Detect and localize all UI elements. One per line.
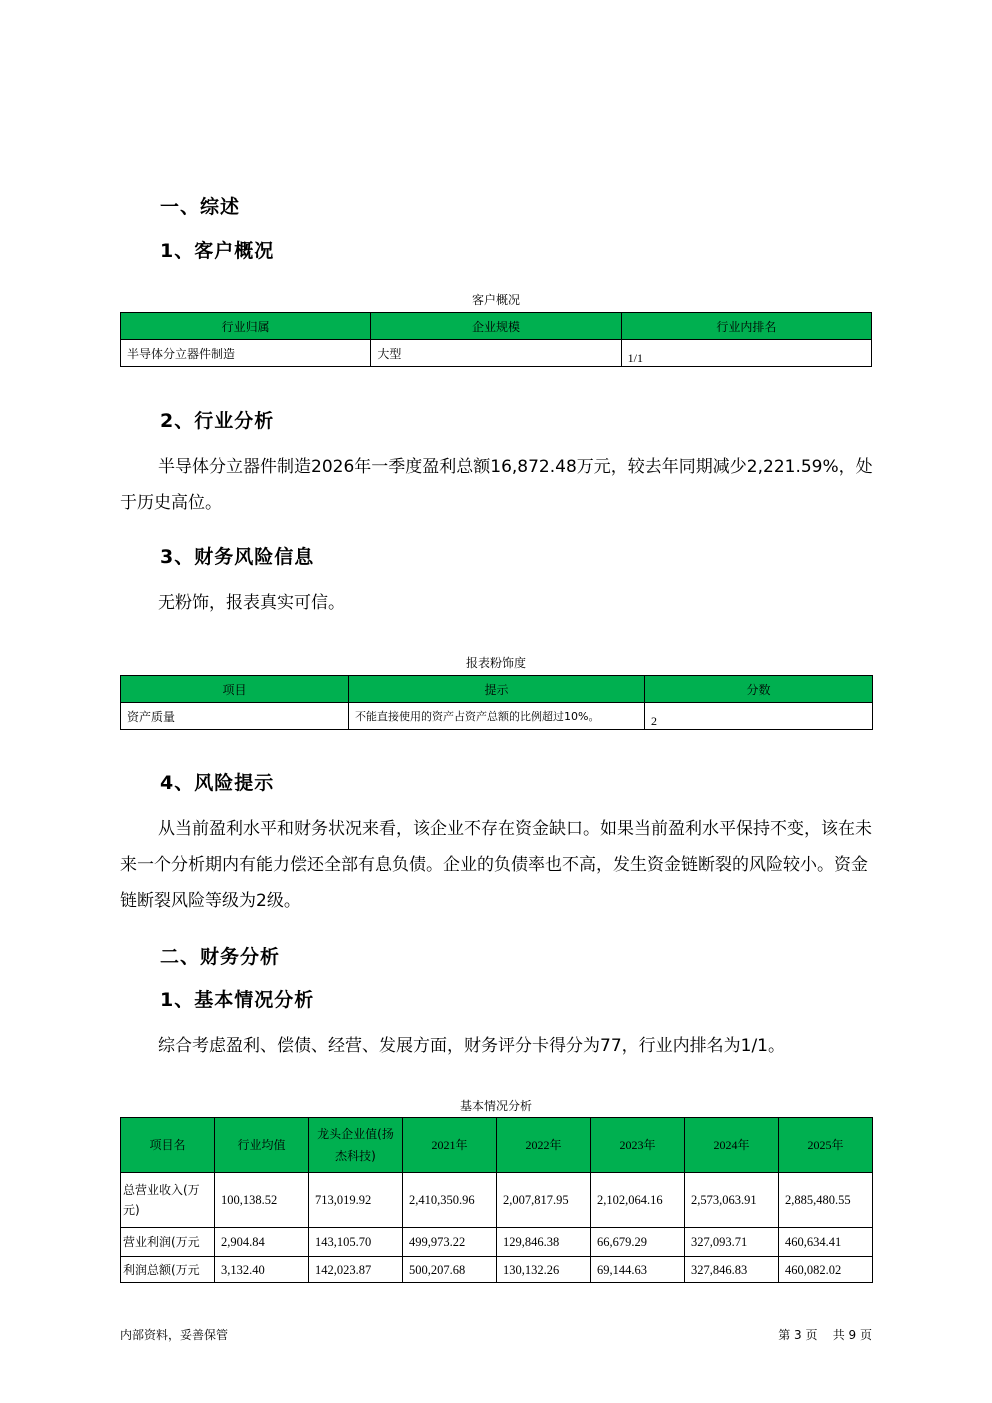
risk-info-content: 无粉饰，报表真实可信。 <box>158 593 345 613</box>
table-cell: 500,207.68 <box>403 1257 497 1283</box>
risk-warning-content: 从当前盈利水平和财务状况来看，该企业不存在资金缺口。如果当前盈利水平保持不变，该在未来一个分析期内有能力偿还全部有息负债。企业的负债率也不高，发生资金链断裂的风险较小。资金链断裂风险等级为2级。 <box>120 819 872 911</box>
basic-table-caption: 基本情况分析 <box>459 1099 532 1113</box>
table-cell: 460,082.02 <box>779 1257 873 1283</box>
table-cell: 460,634.41 <box>779 1228 873 1257</box>
table-header-cell: 2024年 <box>685 1118 779 1173</box>
basic-analysis-text <box>120 1028 880 1064</box>
whitewash-table-caption: 报表粉饰度 <box>465 656 526 670</box>
risk-warning-text <box>120 811 880 919</box>
table-cell: 2,410,350.96 <box>403 1173 497 1228</box>
table-cell: 129,846.38 <box>497 1228 591 1257</box>
table-cell: 半导体分立器件制造 <box>121 340 371 367</box>
table-header-cell: 龙头企业值(扬杰科技) <box>309 1118 403 1173</box>
table-row <box>121 1228 873 1257</box>
table-cell: 2,885,480.55 <box>779 1173 873 1228</box>
table-cell: 69,144.63 <box>591 1257 685 1283</box>
basic-analysis-content: 综合考虑盈利、偿债、经营、发展方面，财务评分卡得分为77，行业内排名为1/1。 <box>158 1036 785 1056</box>
table-header-cell: 企业规模 <box>371 313 621 340</box>
table-header-cell: 项目 <box>121 676 349 703</box>
table-header-cell: 2021年 <box>403 1118 497 1173</box>
table-cell: 资产质量 <box>121 703 349 730</box>
table-cell: 66,679.29 <box>591 1228 685 1257</box>
table-cell: 100,138.52 <box>215 1173 309 1228</box>
customer-table-caption: 客户概况 <box>471 293 520 307</box>
table-cell: 327,093.71 <box>685 1228 779 1257</box>
table-cell: 1/1 <box>621 340 871 367</box>
risk-info-text <box>120 585 880 621</box>
basic-table <box>120 1117 873 1283</box>
subsection-title-risk-info: 3、财务风险信息 <box>160 546 315 568</box>
table-header-cell: 行业内排名 <box>621 313 871 340</box>
table-cell: 营业利润(万元 <box>121 1228 215 1257</box>
footer-confidential: 内部资料，妥善保管 <box>120 1328 229 1342</box>
subsection-title-risk-warning: 4、风险提示 <box>160 772 275 794</box>
table-cell: 大型 <box>371 340 621 367</box>
footer-page-number: 第 3 页 共 9 页 <box>778 1328 872 1342</box>
table-row <box>121 1257 873 1283</box>
industry-analysis-text <box>120 449 880 521</box>
whitewash-table <box>120 675 873 730</box>
table-header-row <box>121 313 872 340</box>
subsection-title-customer: 1、客户概况 <box>160 240 275 262</box>
table-cell: 713,019.92 <box>309 1173 403 1228</box>
section-title-financial: 二、财务分析 <box>160 946 281 968</box>
industry-analysis-content: 半导体分立器件制造2026年一季度盈利总额16,872.48万元，较去年同期减少2,221.59%，处于历史高位。 <box>120 457 873 513</box>
subsection-title-industry: 2、行业分析 <box>160 410 275 432</box>
table-header-cell: 项目名 <box>121 1118 215 1173</box>
table-header-cell: 提示 <box>349 676 645 703</box>
table-cell: 130,132.26 <box>497 1257 591 1283</box>
table-cell: 利润总额(万元 <box>121 1257 215 1283</box>
table-cell: 2 <box>645 703 873 730</box>
table-header-cell: 2025年 <box>779 1118 873 1173</box>
table-cell: 2,007,817.95 <box>497 1173 591 1228</box>
table-cell: 499,973.22 <box>403 1228 497 1257</box>
table-header-row <box>121 676 873 703</box>
table-cell: 142,023.87 <box>309 1257 403 1283</box>
table-header-cell: 2022年 <box>497 1118 591 1173</box>
table-cell: 2,102,064.16 <box>591 1173 685 1228</box>
table-header-cell: 行业均值 <box>215 1118 309 1173</box>
table-header-row <box>121 1118 873 1173</box>
table-cell: 143,105.70 <box>309 1228 403 1257</box>
table-row <box>121 703 873 730</box>
table-header-cell: 行业归属 <box>121 313 371 340</box>
section-title-overview: 一、综述 <box>160 196 241 218</box>
table-cell: 总营业收入(万元) <box>121 1173 215 1228</box>
table-cell: 3,132.40 <box>215 1257 309 1283</box>
table-row <box>121 1173 873 1228</box>
customer-table <box>120 312 872 367</box>
table-row <box>121 340 872 367</box>
table-cell: 2,573,063.91 <box>685 1173 779 1228</box>
table-cell: 不能直接使用的资产占资产总额的比例超过10%。 <box>349 703 645 730</box>
table-header-cell: 分数 <box>645 676 873 703</box>
table-cell: 2,904.84 <box>215 1228 309 1257</box>
table-cell: 327,846.83 <box>685 1257 779 1283</box>
table-header-cell: 2023年 <box>591 1118 685 1173</box>
subsection-title-basic: 1、基本情况分析 <box>160 989 315 1011</box>
